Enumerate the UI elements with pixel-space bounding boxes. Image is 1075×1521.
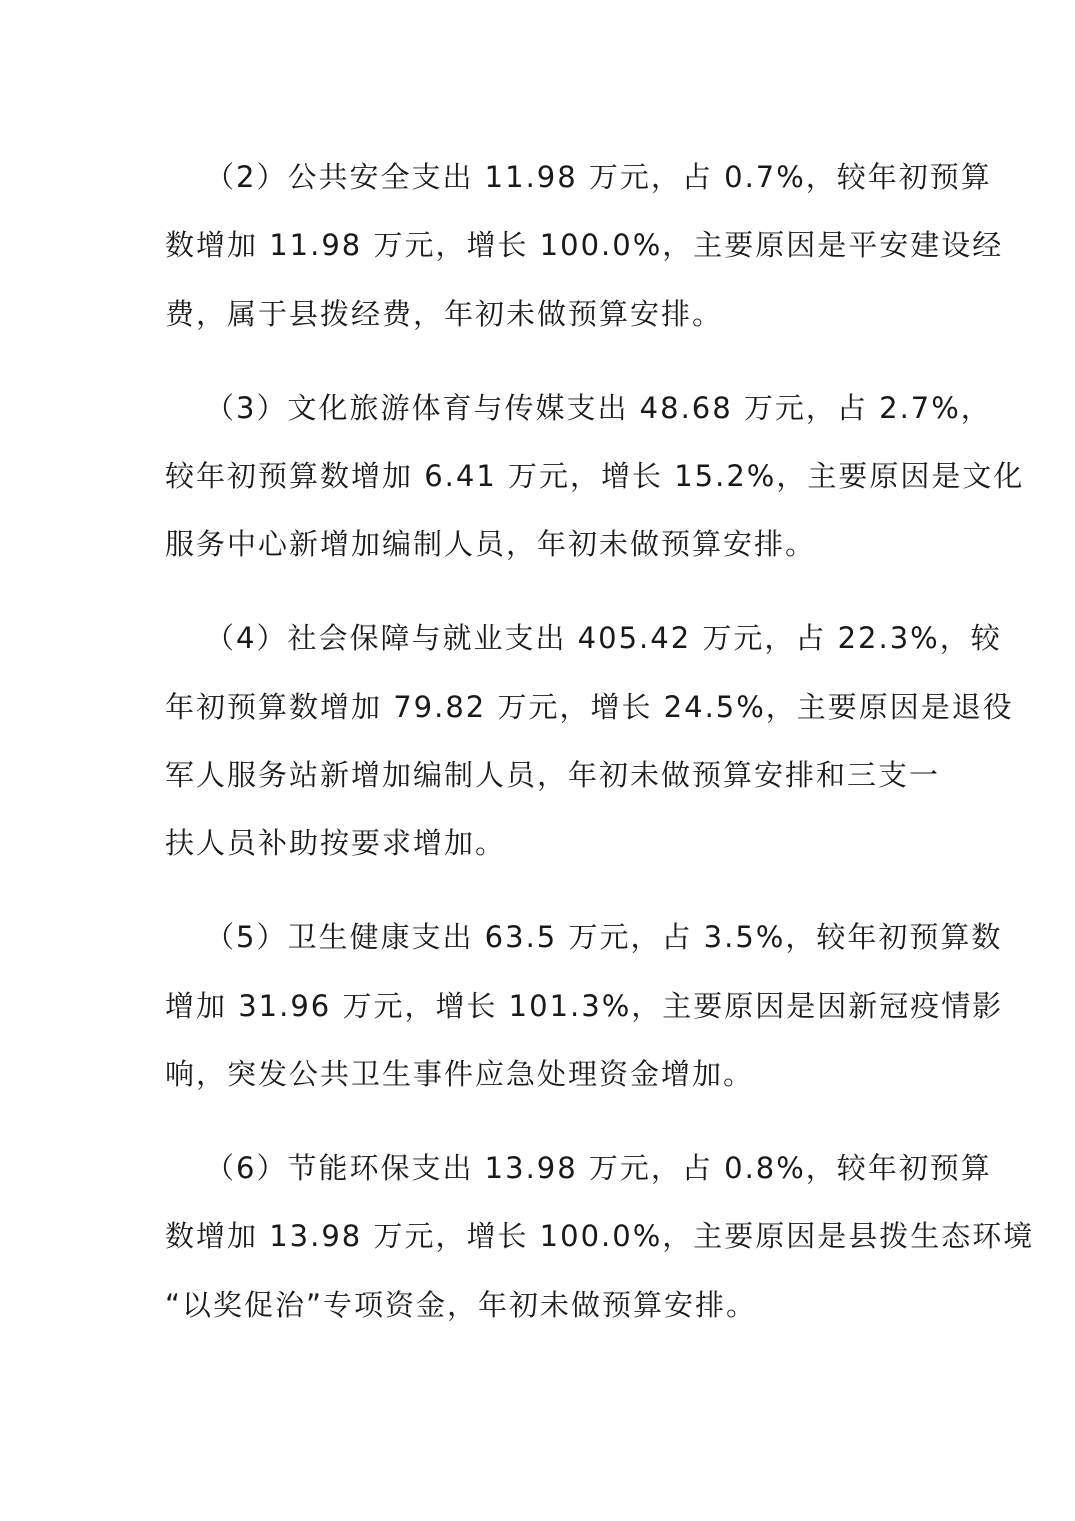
paragraph-4-line-2: 年初预算数增加 79.82 万元，增长 24.5%，主要原因是退役 [165,690,1014,724]
paragraph-3-line-2: 较年初预算数增加 6.41 万元，增长 15.2%，主要原因是文化 [165,459,1025,493]
paragraph-5-line-2: 增加 31.96 万元，增长 101.3%，主要原因是因新冠疫情影 [165,989,1004,1023]
paragraph-3-line-3: 服务中心新增加编制人员，年初未做预算安排。 [165,527,817,561]
paragraph-6-line-2: 数增加 13.98 万元，增长 100.0%，主要原因是县拨生态环境 [165,1219,1035,1253]
paragraph-2-line-3: 费，属于县拨经费，年初未做预算安排。 [165,297,724,331]
paragraph-3-line-1: （3）文化旅游体育与传媒支出 48.68 万元，占 2.7%， [205,391,992,425]
paragraph-6-line-1: （6）节能环保支出 13.98 万元，占 0.8%，较年初预算 [205,1151,992,1185]
paragraph-5-line-1: （5）卫生健康支出 63.5 万元，占 3.5%，较年初预算数 [205,920,1003,954]
paragraph-5-line-3: 响，突发公共卫生事件应急处理资金增加。 [165,1057,755,1091]
paragraph-6-line-3: “以奖促治”专项资金，年初未做预算安排。 [165,1288,758,1322]
paragraph-4-line-4: 扶人员补助按要求增加。 [165,826,507,860]
paragraph-4-line-3: 军人服务站新增加编制人员，年初未做预算安排和三支一 [165,758,941,792]
paragraph-4-line-1: （4）社会保障与就业支出 405.42 万元，占 22.3%，较 [205,621,1002,655]
paragraph-2-line-1: （2）公共安全支出 11.98 万元，占 0.7%，较年初预算 [205,160,992,194]
paragraph-2-line-2: 数增加 11.98 万元，增长 100.0%，主要原因是平安建设经 [165,228,1004,262]
